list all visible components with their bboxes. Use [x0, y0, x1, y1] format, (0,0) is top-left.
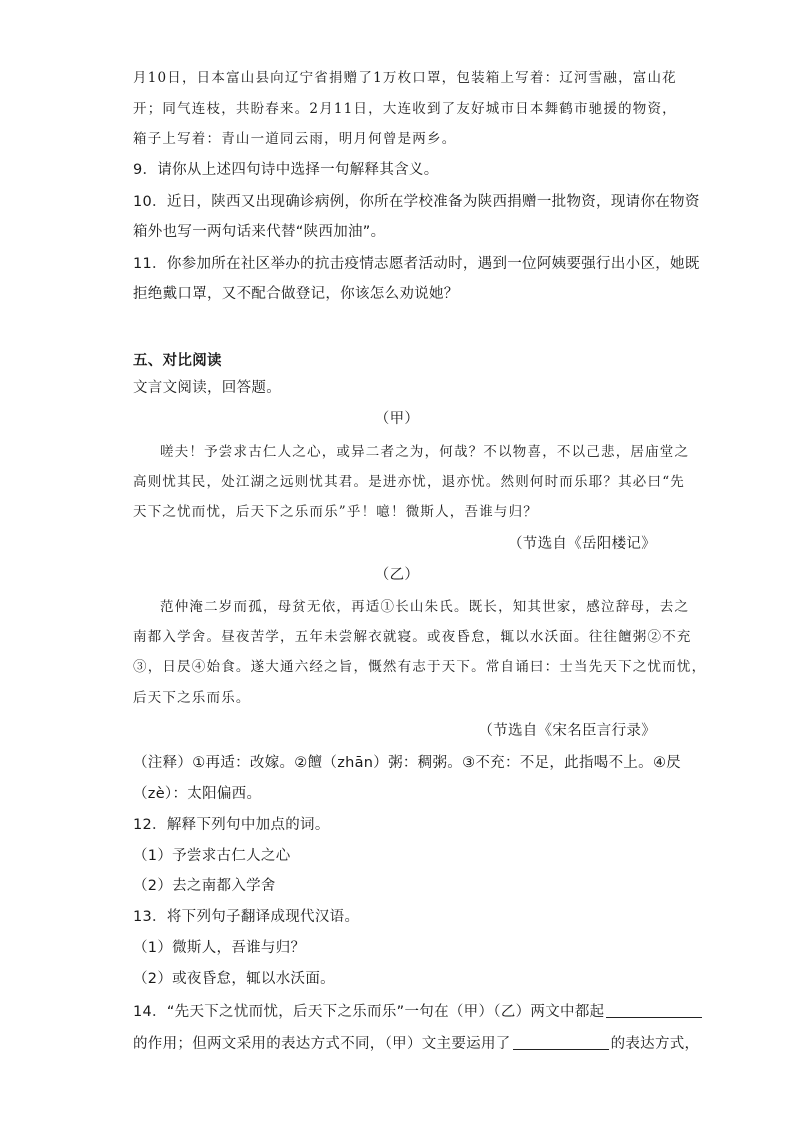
question-13: 13．将下列句子翻译成现代汉语。 [133, 909, 360, 925]
passage-yi-label: （乙） [374, 567, 420, 583]
question-13-item-2: （2）或夜昏怠，辄以水沃面。 [133, 971, 335, 987]
intro-line-1: 月10日，日本富山县向辽宁省捐赠了1万枚口罩，包装箱上写着：辽河雪融，富山花 [133, 70, 677, 86]
passage-jia-source: （节选自《岳阳楼记》 [508, 536, 656, 552]
answer-blank-2[interactable] [513, 1035, 609, 1050]
question-14-text-2: 的作用；但两文采用的表达方式不同，（甲）文主要运用了 [133, 1036, 511, 1052]
question-10-line-2: 箱外也写一两句话来代替“陕西加油”。 [133, 224, 386, 240]
question-13-item-1: （1）微斯人，吾谁与归？ [133, 940, 306, 956]
question-14-text-1: 14．“先天下之忧而忧，后天下之乐而乐”一句在（甲）（乙）两文中都起 [133, 1004, 605, 1020]
question-12-item-1: （1）予尝求古仁人之心 [133, 848, 291, 864]
passage-yi-line-4: 后天下之乐而乐。 [133, 690, 251, 706]
intro-line-3: 箱子上写着：青山一道同云雨，明月何曾是两乡。 [133, 131, 457, 147]
notes-line-2: （zè）：太阳偏西。 [133, 786, 262, 802]
notes-line-1: （注释）①再适：改嫁。②饘（zhān）粥：稠粥。③不充：不足，此指喝不上。④昃 [133, 755, 682, 771]
question-9: 9．请你从上述四句诗中选择一句解释其含义。 [133, 162, 439, 178]
question-14-text-3: 的表达方式， [610, 1036, 700, 1052]
question-10-line-1: 10．近日，陕西又出现确诊病例，你所在学校准备为陕西捐赠一批物资，现请你在物资 [133, 194, 700, 210]
passage-jia-line-1: 嗟夫！予尝求古仁人之心，或异二者之为，何哉？不以物喜，不以己悲，居庙堂之 [160, 444, 690, 460]
passage-yi-line-2: 南都入学舍。昼夜苦学，五年未尝解衣就寝。或夜昏怠，辄以水沃面。往往饘粥②不充 [133, 629, 692, 645]
passage-jia-line-3: 天下之忧而忧，后天下之乐而乐”乎！噫！微斯人，吾谁与归？ [133, 504, 539, 520]
passage-yi-source: （节选自《宋名臣言行录》 [478, 723, 656, 739]
question-11-line-1: 11．你参加所在社区举办的抗击疫情志愿者活动时，遇到一位阿姨要强行出小区，她既 [133, 256, 700, 272]
passage-yi-line-1: 范仲淹二岁而孤，母贫无依，再适①长山朱氏。既长，知其世家，感泣辞母，去之 [160, 599, 690, 615]
passage-yi-line-3: ③，日昃④始食。遂大通六经之旨，慨然有志于天下。常自诵曰：士当先天下之忧而忧， [133, 659, 707, 675]
question-14-line-2 [133, 1034, 699, 1054]
passage-jia-label: （甲） [374, 411, 420, 427]
answer-blank-1[interactable] [606, 1003, 702, 1018]
question-12: 12．解释下列句中加点的词。 [133, 817, 330, 833]
question-12-item-2: （2）去之南都入学舍 [133, 878, 276, 894]
section-instruction: 文言文阅读，回答题。 [133, 380, 281, 396]
question-14-line-1 [133, 1002, 704, 1022]
question-11-line-2: 拒绝戴口罩，又不配合做登记，你该怎么劝说她？ [133, 286, 459, 302]
section-title: 五、对比阅读 [133, 353, 222, 369]
intro-line-2: 开；同气连枝，共盼春来。2月11日，大连收到了友好城市日本舞鹤市驰援的物资， [133, 101, 677, 117]
passage-jia-line-2: 高则忧其民，处江湖之远则忧其君。是进亦忧，退亦忧。然则何时而乐耶？其必曰“先 [133, 474, 686, 490]
